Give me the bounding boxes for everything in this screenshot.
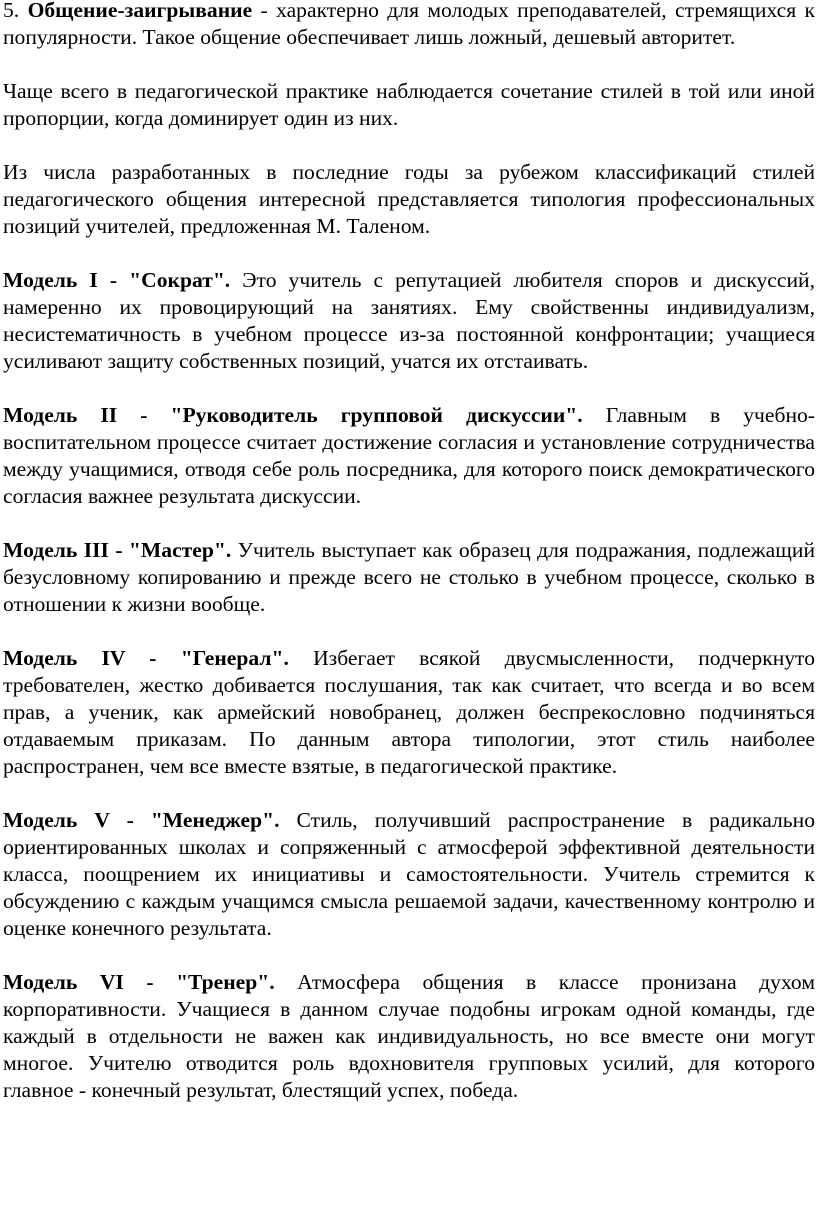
paragraph-heading: Модель IV - "Генерал".	[3, 646, 289, 670]
paragraph-heading: Общение-заигрывание	[27, 0, 253, 22]
paragraph-typology-intro	[3, 159, 815, 240]
paragraph-body: Чаще всего в педагогической практике наблюдается сочетание стилей в той или иной пропорции, когда доминирует один из них.	[3, 79, 815, 130]
paragraph-body: Избегает всякой двусмысленности, подчеркнуто требователен, жестко добивается послушания, так как считает, что всегда и во всем прав, а ученик, как армейский новобранец, должен беспрекословно подчиняться отдаваемым приказам. По данным автора типологии, этот стиль наиболее распространен, чем все вместе взятые, в педагогической практике.	[3, 646, 815, 778]
paragraph-style-combination	[3, 78, 815, 132]
paragraph-model-2-discussion-leader	[3, 402, 815, 510]
paragraph-body: Из числа разработанных в последние годы за рубежом классификаций стилей педагогического общения интересной представляется типология профессиональных позиций учителей, предложенная М. Таленом.	[3, 160, 815, 238]
paragraph-body: Стиль, получивший распространение в радикально ориентированных школах и сопряженный с атмосферой эффективной деятельности класса, поощрением их инициативы и самостоятельности. Учитель стремится к обсуждению с каждым учащимся смысла решаемой задачи, качественному контролю и оценке конечного результата.	[3, 808, 816, 940]
paragraph-number: 5.	[3, 0, 20, 22]
paragraph-heading: Модель II - "Руководитель групповой дискуссии".	[3, 403, 583, 427]
paragraph-body: Это учитель с репутацией любителя споров и дискуссий, намеренно их провоцирующий на занятиях. Ему свойственны индивидуализм, несистематичность в учебном процессе из-за постоянной конфронтации; учащиеся усиливают защиту собственных позиций, учатся их отстаивать.	[3, 268, 815, 373]
paragraph-model-4-general	[3, 645, 815, 780]
paragraph-heading: Модель V - "Менеджер".	[3, 808, 280, 832]
paragraph-body: Атмосфера общения в классе пронизана духом корпоративности. Учащиеся в данном случае подобны игрокам одной команды, где каждый в отдельности не важен как индивидуальность, но все вместе они могут многое. Учителю отводится роль вдохновителя групповых усилий, для которого главное - конечный результат, блестящий успех, победа.	[3, 970, 815, 1102]
paragraph-flirting-communication	[3, 0, 815, 51]
paragraph-model-3-master	[3, 537, 815, 618]
paragraph-body: Главным в учебно-воспитательном процессе считает достижение согласия и установление сотрудничества между учащимися, отводя себе роль посредника, для которого поиск демократического согласия важнее результата дискуссии.	[3, 403, 815, 508]
paragraph-body: - характерно для молодых преподавателей, стремящихся к популярности. Такое общение обеспечивает лишь ложный, дешевый авторитет.	[3, 0, 816, 49]
paragraph-model-1-socrates	[3, 267, 815, 375]
paragraph-body: Учитель выступает как образец для подражания, подлежащий безусловному копированию и прежде всего не столько в учебном процессе, сколько в отношении к жизни вообще.	[3, 538, 815, 616]
paragraph-model-6-coach	[3, 969, 815, 1104]
paragraph-heading: Модель I - "Сократ".	[3, 268, 231, 292]
paragraph-heading: Модель III - "Мастер".	[3, 538, 232, 562]
paragraph-model-5-manager	[3, 807, 815, 942]
paragraph-heading: Модель VI - "Тренер".	[3, 970, 275, 994]
